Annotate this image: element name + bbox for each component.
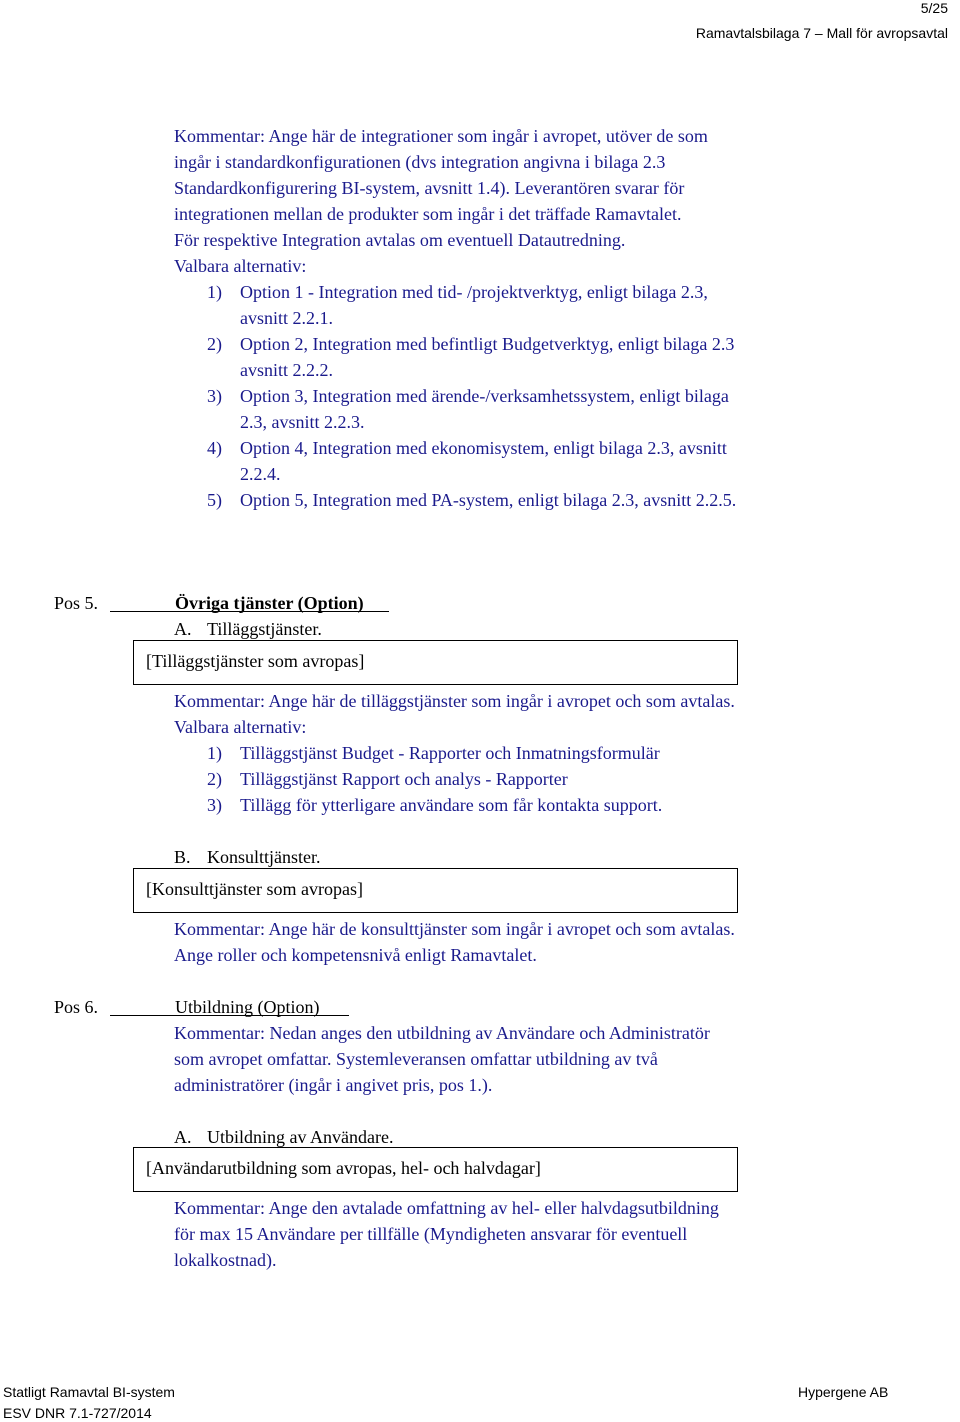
list-text: 2.3, avsnitt 2.2.3. [240,412,365,432]
list-number: 2) [207,769,222,789]
list-number: 3) [207,795,222,815]
list-text: 2.2.4. [240,464,281,484]
list-item-cont [207,357,736,383]
list-number: 2) [207,334,222,354]
list-text: Tilläggstjänst Rapport och analys - Rapporter [240,769,568,789]
sub-letter: A. [174,619,192,639]
intro-line: Kommentar: Ange här de integrationer som ingår i avropet, utöver de som [174,126,708,146]
comment-line: lokalkostnad). [174,1250,277,1270]
pos6-title-text: Utbildning (Option) [175,997,320,1017]
intro-comment [174,123,708,279]
list-number: 5) [207,490,222,510]
list-number: 1) [207,282,222,302]
list-number: 4) [207,438,222,458]
anvandarutbildning-field[interactable] [133,1147,738,1192]
intro-line: ingår i standardkonfigurationen (dvs integration angivna i bilaga 2.3 [174,152,666,172]
list-text: avsnitt 2.2.2. [240,360,333,380]
pos5-options-list [207,740,662,818]
list-item-cont [207,409,736,435]
list-item [207,279,736,305]
sub-letter: B. [174,847,191,867]
footer-company: Hypergene AB [798,1384,889,1400]
list-text: Tillägg för ytterligare användare som får kontakta support. [240,795,663,815]
list-item-cont [207,461,736,487]
tillaggstjanster-field[interactable] [133,640,738,685]
footer-dnr: ESV DNR 7.1-727/2014 [3,1405,152,1421]
intro-line: För respektive Integration avtalas om eventuell Datautredning. [174,230,626,250]
comment-line: Kommentar: Nedan anges den utbildning av Användare och Administratör [174,1023,710,1043]
intro-line: integrationen mellan de produkter som ingår i det träffade Ramavtalet. [174,204,682,224]
intro-line: Standardkonfigurering BI-system, avsnitt 1.4). Leverantören svarar för [174,178,685,198]
valbara-heading: Valbara alternativ: [174,717,307,737]
list-text: Option 4, Integration med ekonomisystem, enligt bilaga 2.3, avsnitt [240,438,727,458]
comment-line: för max 15 Användare per tillfälle (Myndigheten ansvarar för eventuell [174,1224,688,1244]
pos6-comment-a [174,1195,719,1273]
document-title: Ramavtalsbilaga 7 – Mall för avropsavtal [695,25,948,41]
list-text: Option 5, Integration med PA-system, enligt bilaga 2.3, avsnitt 2.2.5. [240,490,737,510]
pos6-title-underline [110,1015,349,1016]
list-item [207,792,662,818]
list-item [207,435,736,461]
list-item [207,487,736,513]
field-value: [Användarutbildning som avropas, hel- och halvdagar] [146,1158,541,1178]
pos6-title [175,994,320,1020]
pos5-title-underline [110,611,389,612]
page-number: 5/25 [920,0,948,16]
comment-line: Ange roller och kompetensnivå enligt Ramavtalet. [174,945,537,965]
list-item-cont [207,305,736,331]
comment-line: som avropet omfattar. Systemleveransen omfattar utbildning av två [174,1049,658,1069]
pos6-comment [174,1020,710,1098]
pos5-title-text: Övriga tjänster (Option) [175,593,364,613]
pos6-label: Pos 6. [54,997,99,1017]
list-text: Option 2, Integration med befintligt Budgetverktyg, enligt bilaga 2.3 [240,334,735,354]
list-item [207,740,662,766]
pos5-sub-a [174,616,322,642]
comment-line: Kommentar: Ange den avtalade omfattning av hel- eller halvdagsutbildning [174,1198,719,1218]
pos5-sub-b [174,844,321,870]
comment-line: Kommentar: Ange här de tilläggstjänster som ingår i avropet och som avtalas. [174,691,735,711]
footer-agreement: Statligt Ramavtal BI-system [3,1384,175,1400]
list-text: Option 1 - Integration med tid- /projektverktyg, enligt bilaga 2.3, [240,282,708,302]
field-value: [Tilläggstjänster som avropas] [146,651,365,671]
sub-letter: A. [174,1127,192,1147]
sub-heading: Utbildning av Användare. [207,1127,394,1147]
konsulttjanster-field[interactable] [133,868,738,913]
list-text: avsnitt 2.2.1. [240,308,333,328]
list-number: 3) [207,386,222,406]
sub-heading: Tilläggstjänster. [207,619,322,639]
list-text: Option 3, Integration med ärende-/verksamhetssystem, enligt bilaga [240,386,729,406]
pos5-comment-b [174,916,735,968]
integration-options-list [207,279,736,513]
list-number: 1) [207,743,222,763]
field-value: [Konsulttjänster som avropas] [146,879,363,899]
list-text: Tilläggstjänst Budget - Rapporter och Inmatningsformulär [240,743,660,763]
valbara-heading: Valbara alternativ: [174,256,307,276]
list-item [207,766,662,792]
pos5-comment-a [174,688,735,740]
comment-line: administratörer (ingår i angivet pris, pos 1.). [174,1075,493,1095]
pos5-label: Pos 5. [54,593,99,613]
list-item [207,331,736,357]
sub-heading: Konsulttjänster. [207,847,321,867]
comment-line: Kommentar: Ange här de konsulttjänster som ingår i avropet och som avtalas. [174,919,735,939]
pos5-title [175,590,364,616]
list-item [207,383,736,409]
